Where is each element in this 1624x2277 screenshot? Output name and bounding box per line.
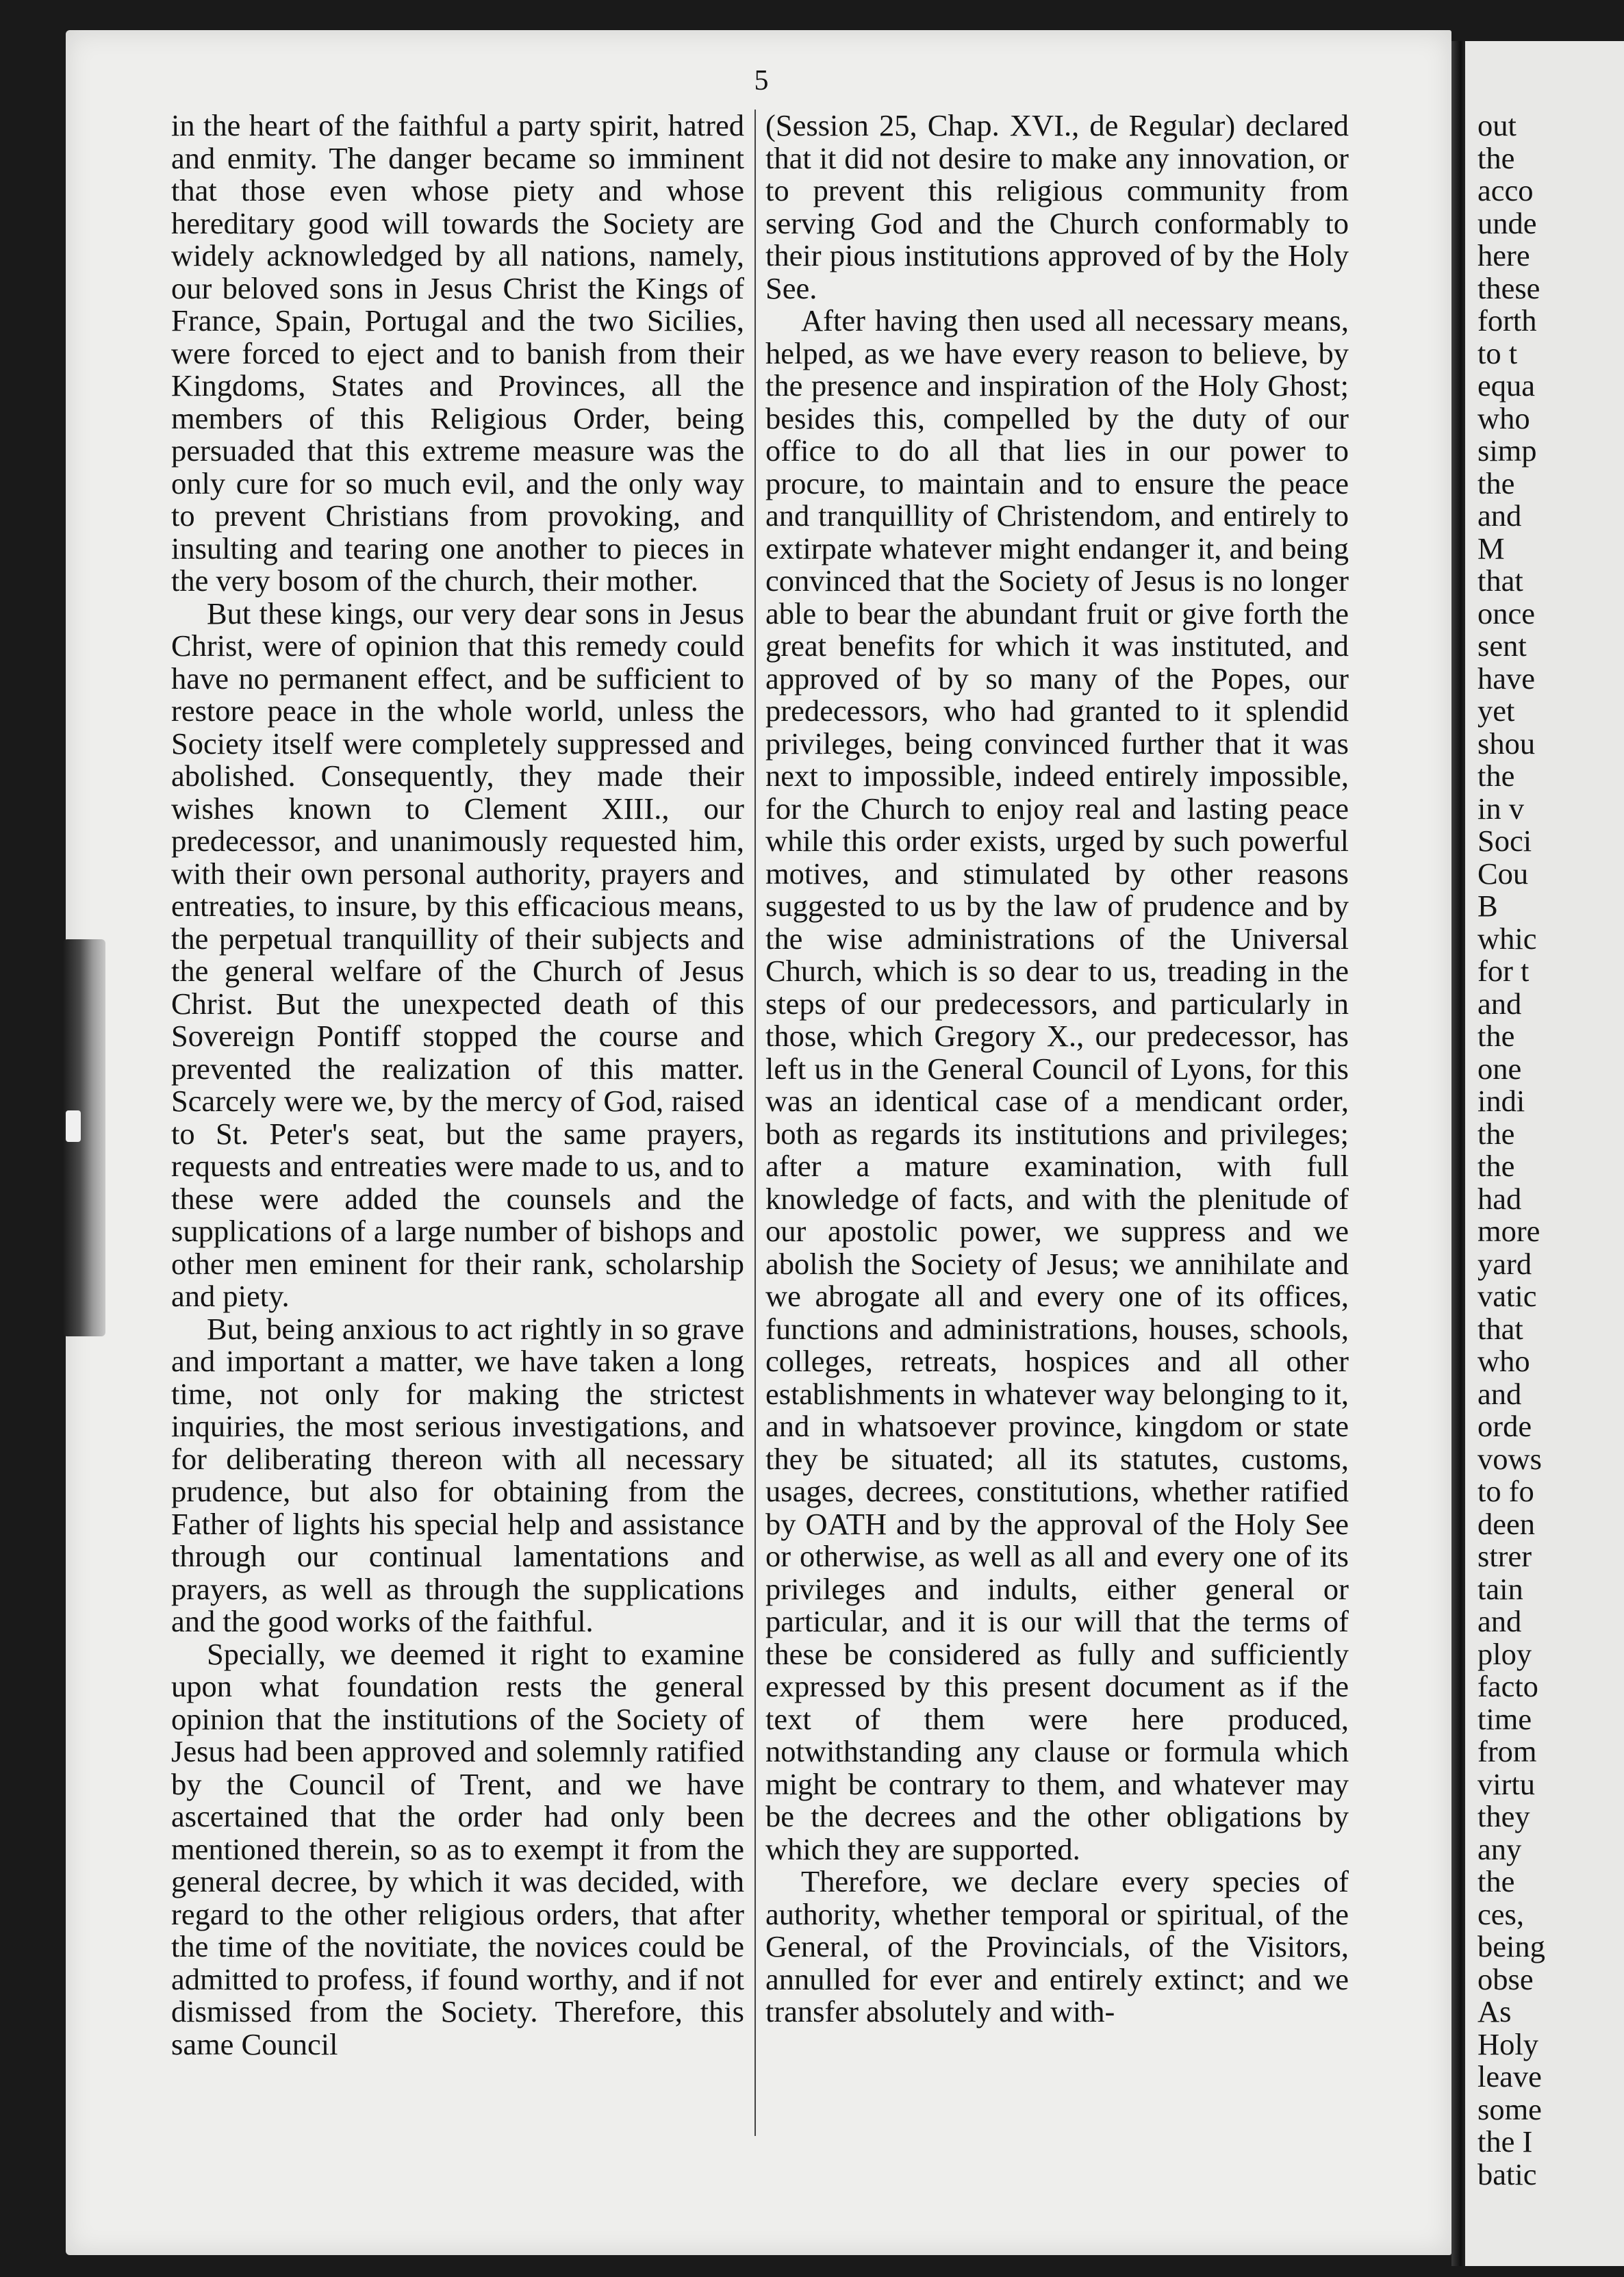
text-column-left	[171, 110, 744, 2170]
paragraph: in the heart of the faithful a party spirit, hatred and enmity. The danger became so imminent that those even whose piety and whose hereditary good will towards the Society are widely acknowledged by all nations, namely, our beloved sons in Jesus Christ the Kings of France, Spain, Portugal and the two Sicilies, were forced to eject and to banish from their Kingdoms, States and Provinces, all the members of this Religious Order, being persuaded that this extreme measure was the only cure for so much evil, and the only way to prevent Christians from provoking, and insulting and tearing one another to pieces in the very bosom of the church, their mother.	[171, 108, 744, 598]
paragraph: But these kings, our very dear sons in Jesus Christ, were of opinion that this remedy could have no permanent effect, and be sufficient to restore peace in the whole world, unless the Society itself were completely suppressed and abolished. Consequently, they made their wishes known to Clement XIII., our predecessor, and unanimously requested him, with their own personal authority, prayers and entreaties, to insure, by this efficacious means, the perpetual tranquillity of their subjects and the general welfare of the Church of Jesus Christ. But the unexpected death of this Sovereign Pontiff stopped the course and prevented the realization of this matter. Scarcely were we, by the mercy of God, raised to St. Peter's seat, but the same prayers, requests and entreaties were made to us, and to these were added the counsels and the supplications of a large number of bishops and other men eminent for their rank, scholarship and piety.	[171, 596, 744, 1313]
next-page-edge	[1465, 41, 1624, 2266]
book-spine-gutter	[1451, 41, 1467, 2266]
column-divider	[754, 110, 756, 2136]
paragraph: But, being anxious to act rightly in so grave and important a matter, we have taken a long time, not only for making the strictest inquiries, the most serious investigations, and for deliberating thereon with all necessary prudence, but also for obtaining from the Father of lights his special help and assistance through our continual lamentations and prayers, as well as through the supplications and the good works of the faithful.	[171, 1311, 744, 1638]
page-number: 5	[754, 65, 769, 97]
paragraph: After having then used all necessary means, helped, as we have every reason to believe, by the presence and inspiration of the Holy Ghost; besides this, compelled by the duty of our office to do all that lies in our power to procure, to maintain and to ensure the peace and tranquillity of Christendom, and entirely to extirpate whatever might endanger it, and being convinced that the Society of Jesus is no longer able to bear the abundant fruit or give forth the great benefits for which it was instituted, and approved of by so many of the Popes, our predecessors, who had granted to it splendid privileges, being convinced further that it was next to impossible, indeed entirely impossible, for the Church to enjoy real and lasting peace while this order exists, urged by such powerful motives, and stimulated by other reasons suggested to us by the law of prudence and by the wise administrations of the Universal Church, which is so dear to us, treading in the steps of our predecessors, and particularly in those, which Gregory X., our predecessor, has left us in the General Council of Lyons, for this was an identical case of a mendicant order, both as regards its institutions and privileges; after a mature examination, with full knowledge of facts, and with the plenitude of our apostolic power, we suppress and we abolish the Society of Jesus; we annihilate and we abrogate all and every one of its offices, functions and administrations, houses, schools, colleges, retreats, hospices and all other establishments in whatever way belonging to it, and in whatsoever province, kingdom or state they be situated; all its statutes, customs, usages, decrees, constitutions, whether ratified by OATH and by the approval of the Holy See or otherwise, as well as all and every one of its privileges and indults, either general or particular, and it is our will that the terms of these be considered as fully and sufficiently expressed by this present document as if the text of them were here produced, notwithstanding any clause or formula which might be contrary to them, and whatever may be the decrees and the other obligations by which they are supported.	[765, 303, 1349, 1866]
binding-clip-highlight	[66, 1110, 81, 1142]
next-page-text: out the acco unde here these forth to t equa who simp the and M that once sent have yet shou the in v Soci Cou B whic for t and the one indi the the had more yard vatic that who and orde vows to fo deen strer tain and ploy facto time from virtu they any the ces, being obse As Holy leave some the I batic	[1477, 108, 1545, 2191]
paragraph: Therefore, we declare every species of authority, whether temporal or spiritual, of the General, of the Provincials, of the Visitors, annulled for ever and entirely extinct; and we transfer absolutely and with-	[765, 1864, 1349, 2028]
text-column-right	[765, 110, 1349, 2170]
paragraph: Specially, we deemed it right to examine upon what foundation rests the general opinion that the institutions of the Society of Jesus had been approved and solemnly ratified by the Council of Trent, and we have ascertained that the order had only been mentioned therein, so as to exempt it from the general decree, by which it was decided, with regard to the other religious orders, that after the time of the novitiate, the novices could be admitted to profess, if found worthy, and if not dismissed from the Society. Therefore, this same Council	[171, 1636, 744, 2061]
paragraph: (Session 25, Chap. XVI., de Regular) declared that it did not desire to make any innovation, or to prevent this religious community from serving God and the Church conformably to their pious institutions approved of by the Holy See.	[765, 108, 1349, 305]
